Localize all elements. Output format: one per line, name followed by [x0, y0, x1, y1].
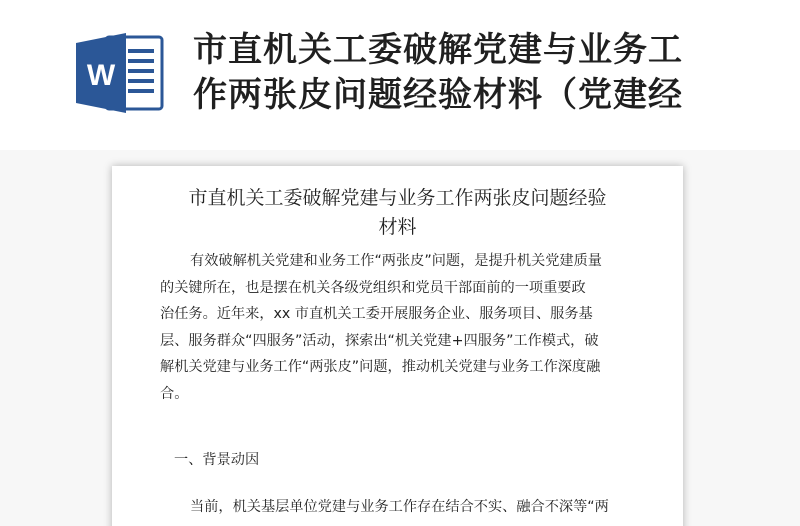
- paragraph-line: 层、服务群众“四服务”活动，探索出“机关党建+四服务”工作模式，破: [160, 332, 599, 349]
- section-heading: 一、背景动因: [174, 452, 260, 468]
- document-title: [142, 184, 653, 242]
- paragraph-2-line: 当前，机关基层单位党建与业务工作存在结合不实、融合不深等“两: [190, 499, 609, 515]
- paragraph-line: 有效破解机关党建和业务工作“两张皮”问题，是提升机关党建质量: [190, 253, 602, 269]
- paragraph-line: 治任务。近年来，xx 市直机关工委开展服务企业、服务项目、服务基: [160, 306, 593, 322]
- paragraph-line: 合。: [160, 385, 189, 402]
- paragraph-line: 的关键所在，也是摆在机关各级党组织和党员干部面前的一项重要政: [160, 279, 586, 296]
- document-title-line2: 材料: [378, 216, 417, 238]
- paragraph-line: 解机关党建与业务工作“两张皮”问题，推动机关党建与业务工作深度融: [160, 359, 601, 375]
- document-page: [112, 166, 683, 526]
- paragraph-1: [160, 248, 646, 407]
- banner-title: [193, 28, 793, 118]
- document-title-line1: 市直机关工委破解党建与业务工作两张皮问题经验: [188, 187, 607, 209]
- svg-text:W: W: [86, 59, 116, 92]
- banner-title-line2: 作两张皮问题经验材料（党建经: [193, 75, 683, 115]
- header-banner: [0, 0, 800, 150]
- banner-title-line1: 市直机关工委破解党建与业务工: [193, 30, 683, 70]
- document-body: [160, 248, 646, 407]
- word-document-icon: [76, 33, 166, 113]
